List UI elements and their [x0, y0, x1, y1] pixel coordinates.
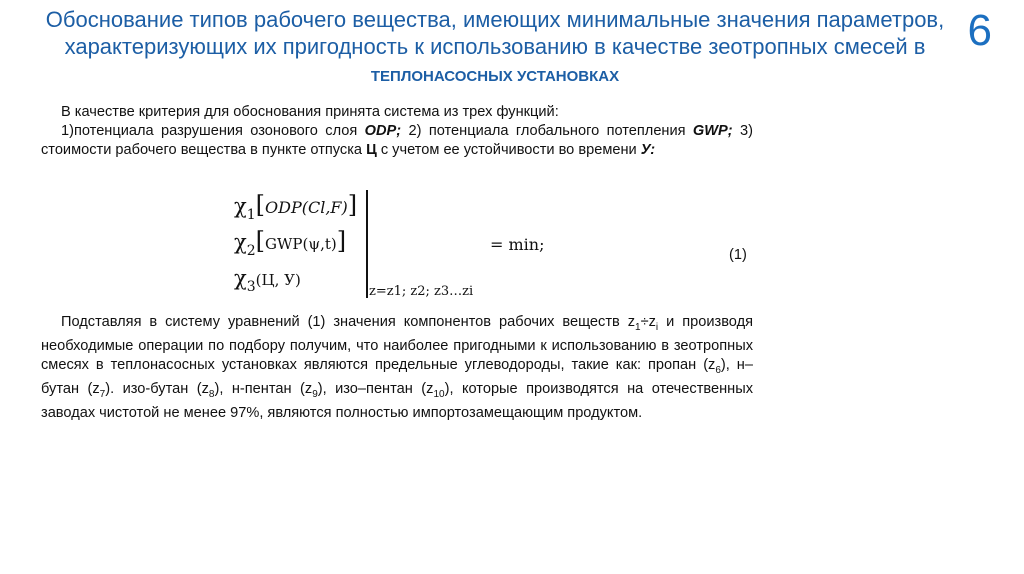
chi-subscript: 3 — [246, 279, 256, 295]
equation-arg-2: GWP(ψ,t) — [265, 235, 337, 253]
slide-title — [30, 6, 960, 90]
body-paragraph — [41, 313, 753, 423]
page-number: 6 — [967, 6, 992, 55]
chi-symbol: χ — [234, 194, 247, 218]
equation-row-2 — [234, 227, 347, 259]
body-text: ), н–бутан (z — [41, 356, 753, 397]
subscript: 9 — [312, 388, 318, 400]
chi-symbol: χ — [234, 230, 247, 254]
intro-text-1: 1)потенциала разрушения озонового слоя — [61, 123, 365, 139]
intro-line: В качестве критерия для обоснования принята система из трех функций: — [61, 104, 559, 120]
subscript: 1 — [635, 321, 641, 333]
title-main: Обоснование типов рабочего вещества, имеющих минимальные значения параметров, характеризующих их пригодность к использованию в качестве зеотропных смесей в — [45, 7, 945, 59]
intro-u: У: — [640, 142, 656, 158]
equation-rhs: = min; — [490, 235, 545, 254]
equation-vertical-bar — [366, 190, 368, 298]
equation-constraint: z=z1; z2; z3…zi — [369, 284, 474, 299]
equation-row-3 — [234, 266, 301, 295]
bracket-open: [ — [255, 191, 266, 219]
title-accent: ТЕПЛОНАСОСНЫХ УСТАНОВКАХ — [370, 68, 620, 85]
bracket-open: [ — [255, 227, 266, 255]
body-text: Подставляя в систему уравнений (1) значения компонентов рабочих веществ z — [61, 314, 636, 330]
body-text: ), н-пентан (z — [214, 380, 313, 397]
subscript: 10 — [433, 388, 445, 400]
body-text: ), которые производятся на отечественных заводах чистотой не менее 97%, являются полностью импортозамещающим продуктом. — [41, 380, 753, 421]
subscript: 6 — [715, 364, 721, 376]
body-text: и производя необходимые операции по подбору получим, что наиболее пригодными к использованию в зеотропных смесях в теплонасосных установках являются предельные углеводороды, такие как: пропан (z — [41, 314, 753, 373]
equation-number: (1) — [729, 247, 747, 263]
subscript: i — [655, 321, 659, 333]
equation-row-1 — [234, 191, 358, 223]
intro-text-3: 3) стоимости рабочего вещества в пункте отпуска — [41, 123, 753, 158]
intro-gwp: GWP; — [692, 123, 733, 139]
intro-text-4: с учетом ее устойчивости во времени — [376, 142, 641, 158]
chi-subscript: 2 — [246, 243, 256, 259]
subscript: 8 — [208, 388, 215, 400]
bracket-close: ] — [336, 227, 347, 255]
intro-text-2: 2) потенциала глобального потепления — [401, 123, 693, 139]
bracket-close: ] — [347, 191, 358, 219]
body-text: ÷z — [640, 314, 656, 330]
subscript: 7 — [99, 388, 106, 400]
equation-arg-3: (Ц, У) — [255, 271, 301, 289]
intro-body — [41, 122, 753, 160]
body-text: ). изо-бутан (z — [105, 380, 209, 397]
chi-symbol: χ — [234, 266, 247, 290]
intro-paragraph — [41, 103, 753, 160]
intro-c: Ц — [366, 142, 377, 158]
equation-arg-1: ODP(Cl,F) — [265, 198, 348, 217]
body-text: ), изо–пентан (z — [317, 380, 434, 397]
chi-subscript: 1 — [246, 207, 256, 223]
intro-odp: ODP; — [364, 123, 402, 139]
